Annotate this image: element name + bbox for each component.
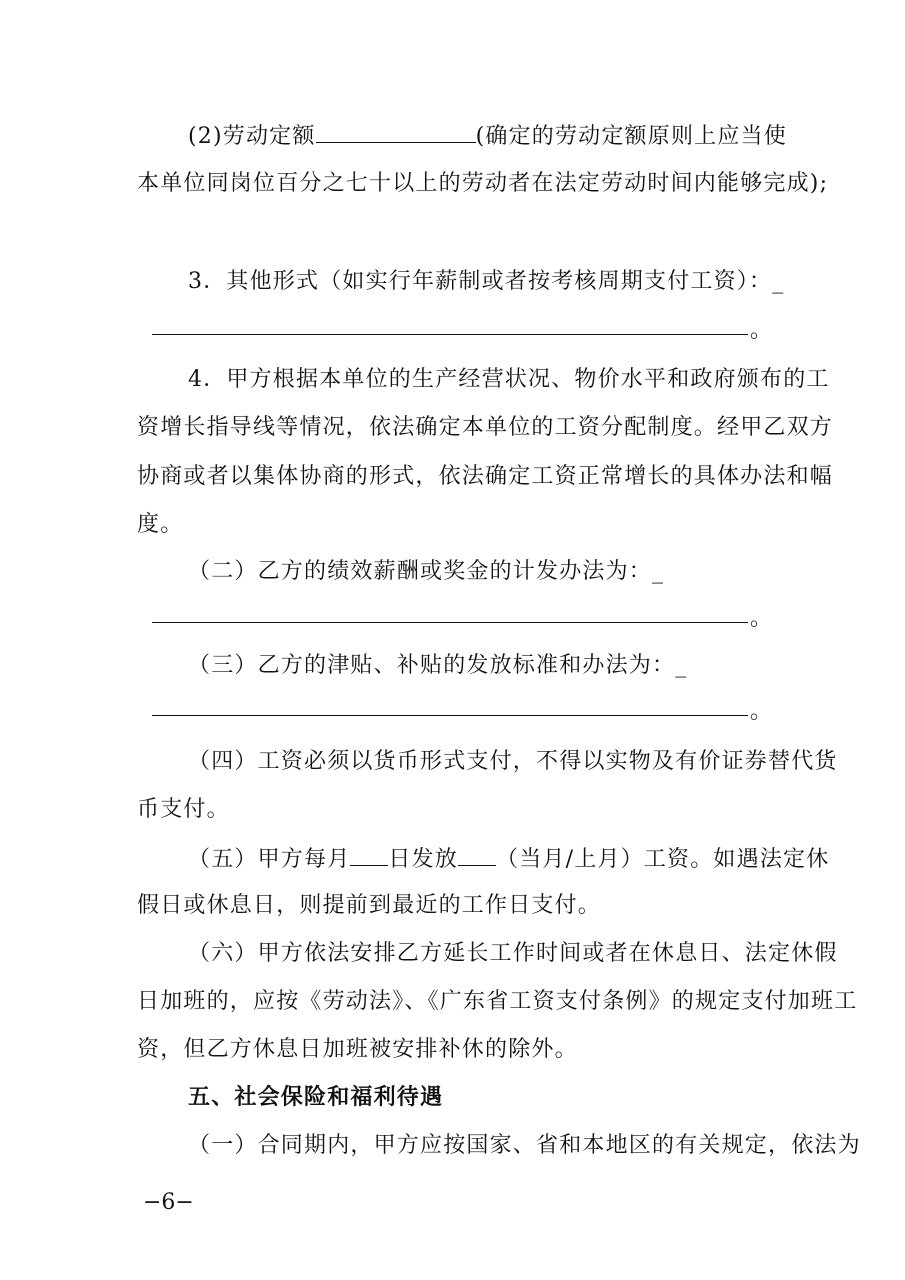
section-five-heading: 五、社会保险和福利待遇 xyxy=(188,1085,444,1110)
labor-quota-label: (2)劳动定额 xyxy=(188,124,316,149)
payday-line-2: 假日或休息日，则提前到最近的工作日支付。 xyxy=(137,893,602,918)
payday-suffix: （当月/上月）工资。如遇法定休 xyxy=(496,847,830,872)
other-forms-fill-line xyxy=(152,334,748,335)
currency-payment-line-2: 币支付。 xyxy=(137,797,230,822)
allowance-line: （三）乙方的津贴、补贴的发放标准和办法为：_ xyxy=(188,653,688,678)
overtime-line-3: 资，但乙方休息日加班被安排补休的除外。 xyxy=(137,1037,578,1062)
payday-label: （五）甲方每月 xyxy=(188,847,351,872)
wage-growth-line-2: 资增长指导线等情况，依法确定本单位的工资分配制度。经甲乙双方 xyxy=(137,415,834,440)
payday-line-1 xyxy=(188,843,829,875)
allowance-fill-line xyxy=(152,715,748,716)
payday-day-blank xyxy=(350,843,388,866)
labor-quota-blank xyxy=(316,120,476,143)
page-number: −6− xyxy=(143,1190,194,1215)
bonus-method-period: 。 xyxy=(750,606,773,631)
wage-growth-line-1: 4．甲方根据本单位的生产经营状况、物价水平和政府颁布的工 xyxy=(188,367,830,392)
social-insurance-line-1: （一）合同期内，甲方应按国家、省和本地区的有关规定，依法为 xyxy=(188,1133,861,1158)
currency-payment-line-1: （四）工资必须以货币形式支付，不得以实物及有价证券替代货 xyxy=(188,749,838,774)
other-forms-line: 3．其他形式（如实行年薪制或者按考核周期支付工资）：_ xyxy=(188,269,785,294)
labor-quota-line-2: 本单位同岗位百分之七十以上的劳动者在法定劳动时间内能够完成); xyxy=(137,171,829,196)
payday-middle: 日发放 xyxy=(388,847,459,872)
other-forms-period: 。 xyxy=(750,318,773,343)
bonus-method-fill-line xyxy=(152,622,748,623)
labor-quota-note: (确定的劳动定额原则上应当使 xyxy=(475,124,787,149)
labor-quota-line-1 xyxy=(188,120,787,152)
overtime-line-2: 日加班的，应按《劳动法》、《广东省工资支付条例》的规定支付加班工 xyxy=(137,989,858,1014)
allowance-period: 。 xyxy=(750,699,773,724)
bonus-method-line: （二）乙方的绩效薪酬或奖金的计发办法为：_ xyxy=(188,559,665,584)
overtime-line-1: （六）甲方依法安排乙方延长工作时间或者在休息日、法定休假 xyxy=(188,941,838,966)
wage-growth-line-3: 协商或者以集体协商的形式，依法确定工资正常增长的具体办法和幅 xyxy=(137,464,834,489)
payday-month-blank xyxy=(458,843,496,866)
wage-growth-line-4: 度。 xyxy=(137,512,184,537)
